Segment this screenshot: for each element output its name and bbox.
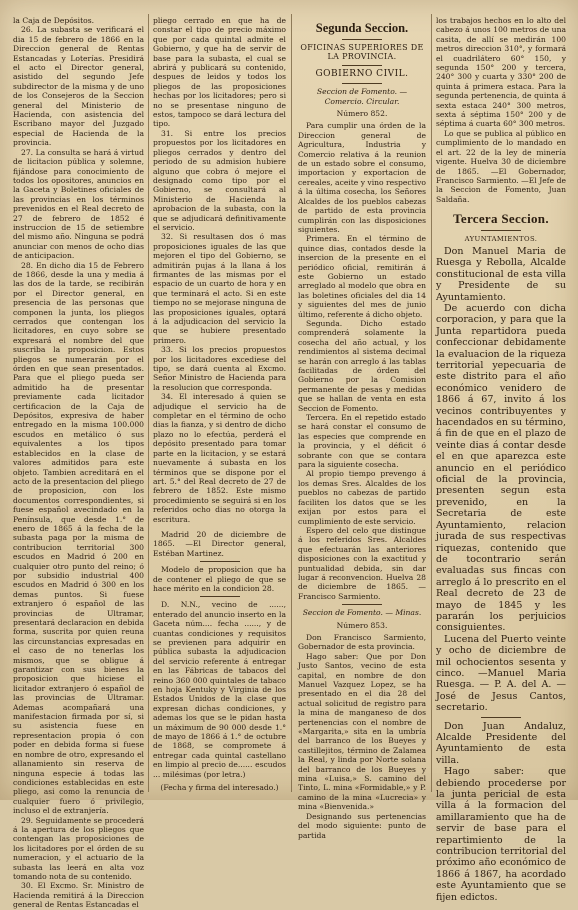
divider — [481, 230, 521, 231]
section-title: Segunda Seccion. — [315, 21, 409, 35]
paragraph: Lo que se publica al público en cumplimiento de lo mandado en el art. 22 de la ley de minería vigente. Huelva 30 de diciembre de 1865. —El Gobernador, Francisco Sarmiento. —El Jefe de la Seccion de Fomento, Juan Saldaña. — [436, 128, 566, 204]
column-4 — [436, 16, 566, 903]
numero: Número 852. — [336, 109, 388, 119]
paragraph: 29. Seguidamente se procederá á la apertura de los pliegos que contengan las proposiciones de los licitadores por el órden de su numeracion, y el actuario de la subasta las leerá en alta voz tomando nota de su contenido. — [13, 815, 144, 881]
numero: Número 853. — [336, 620, 388, 630]
divider — [200, 596, 240, 597]
column-divider — [431, 14, 432, 792]
divider — [342, 604, 382, 605]
paragraph: Modelo de proposicion que ha de contener el pliego de que se hace mérito en la condicion 28. — [153, 565, 286, 593]
paragraph: 31. Si entre los precios propuestos por los licitadores en pliegos cerrados y dentro del periodo de su admision hubiere alguno que cobra ó mejore el designado como tipo por el Gobierno, se consultará al Ministerio de Hacienda la aprobacion de la subasta, con la que se adjudicará definitivamente el servicio. — [153, 128, 286, 232]
paragraph: Designando sus pertenencias del modo siguiente: punto de partida — [298, 811, 426, 840]
column-1 — [13, 16, 144, 910]
paragraph: 32. Si resultasen dos ó mas proposiciones iguales de las que mejoren el tipo del Gobierno, se admitirán pujas á la llana á los firmantes de las mismas por el espacio de un cuarto de hora y en que terminará el acto. Si en este tiempo no se mejorase ninguna de las proposiciones iguales, optará á la adjudicacion del servicio la que se hubiere presentado primero. — [153, 232, 286, 345]
paragraph: 27. La consulta se hará á virtud de licitacion pública y solemne, fijándose para conocimiento de todos los opositores, anuncios en la Gaceta y Boletines oficiales de las provincias en los términos prevenidos en el Real decreto de 27 de febrero de 1852 é instruccion de 15 de setiembre del mismo año. Ninguna se podrá anunciar con menos de ocho dias de anticipacion. — [13, 147, 144, 261]
paragraph: Lucena del Puerto veinte y ocho de diciembre de mil ochocientos sesenta y cinco. —Manuel Maria Ruesga. — P. A. del A. —José de Jesus Cantos, secretario. — [436, 633, 566, 714]
column-divider — [148, 14, 149, 792]
paragraph: 28. En dicho dia 15 de Febrero de 1866, desde la una y media á las dos de la tarde, se recibirán por el Director general, en presencia de las personas que componen la junta, los pliegos cerrados que contengan los licitadores, en cuyo sobre se expresará el nombre del que suscriba la proposicion. Estos pliegos se numerarán por el órden en que sean presentados. Para que el pliego pueda ser admitido ha de presentar previamente cada licitador certificacion de la Caja de Depósitos, expresiva de haber entregado en la misma 100.000 escudos en metálico ó sus equivalentes a los tipos establecidos en la clase de valores admitidos para este objeto. Tambien acreditará en el acto de la presentacion del pliego de proposicion, con los documentos correspondientes, si fuese español avecindado en la Península, que desde 1.° de enero de 1865 á la fecha de la subasta paga por la misma de contribucion territorial 300 escudos en Madrid ó 200 en cualquier otro punto del reino; ó por subsidio industrial 400 escudos en Madrid ó 300 en los demas puntos. Si fuese extranjero ó español de las provincias de Ultramar, presentará declaracion en debida forma, suscrita por quien reuna las circunstancias expresadas en el caso de no tenerlas los mismos, que se obligue á garantizar con sus bienes la proposicion que hiciese el licitador extranjero ó español de las provincias de Ultramar. Ademas acompañará una manifestacion firmada por sí, si su asistencia fuese en representacion propia ó con poder en debida forma si fuese en nombre de otro, expresando el allanamiento sin reserva de ninguna especie á todas las condiciones establecidas en este pliego, asi como la renuncia de cualquier fuero ó privilegio, incluso el de extranjería. — [13, 260, 144, 816]
column-divider — [291, 14, 292, 792]
paragraph: Hago saber: Que por Don Justo Santos, vecino de esta capital, en nombre de don Manuel Vazquez Lopez, se ha presentado en el dia 28 del actual solicitud de registro para la mina de manganeso de dos pertenencias con el nombre de «Margarita,» sita en la umbría del barranco de los Bueyes y castillejitos, término de Zalamea la Real, y linda por Norte solana del barranco de los Bueyes y mina «Luisa,» S. camino del Tinto, L. mina «Formidable,» y P. camino de la mina «Lucrecia» y mina «Bienvenida.» — [298, 651, 426, 812]
section-title: Tercera Seccion. — [453, 211, 549, 227]
gobierno-heading: GOBIERNO CIVIL. — [315, 68, 409, 79]
signature-note: (Fecha y firma del interesado.) — [160, 783, 279, 793]
paragraph: pliego cerrado en que ha de constar el tipo de precio máximo que por cada quintal admite el Gobierno, y que ha de servir de base para la subasta, el cual se abrirá y publicará su contenido, despues de leidos y todos los pliegos de las proposiciones hechas por los licitadores; pero si no se presentase ninguno de estos, tampoco se dará lectura del tipo. — [153, 16, 286, 129]
paragraph: Primera. En el término de quince dias, contados desde la insercion de la presente en el periódico oficial, remitirán á este Gobierno un estado arreglado al modelo que obra en las boletines oficiales del dia 14 y siguientes del mes de junio último, referente á dicho objeto. — [298, 234, 426, 319]
paragraph: Al propio tiempo prevengo á los demas Sres. Alcaldes de los pueblos no cabezas de partido faciliten los datos que se les exijan por estos para el cumplimiento de este servicio. — [298, 469, 426, 526]
ayuntamientos-heading: AYUNTAMIENTOS. — [464, 234, 538, 243]
paragraph: Tercera. En el repetido estado se hará constar el consumo de las especies que comprende en la provincia, y el déficit ó sobrante con que se contara para la siguiente cosecha. — [298, 413, 426, 470]
divider — [481, 717, 521, 718]
seccion-heading: Seccion de Fomento. — Comercio. Circular. — [316, 87, 408, 106]
column-2 — [153, 16, 286, 793]
column-3 — [298, 16, 426, 840]
divider — [342, 39, 382, 40]
paragraph: los trabajos hechos en lo alto del cabezo á unos 100 metros de una casita, de allí se medirán 100 metros direccion 310°, y formará el cuadrilátero 60° 150, y segunda 150° 200 y tercera, 240° 300 y cuarta y 330° 200 de quinta á primera estaca. Para la segunda pertenencia, de quinta á sexta estaca 240° 300 metros, sexta á séptima 150° 200 y de séptima á cuarta 60° 300 metros. — [436, 16, 566, 129]
paragraph: Don Manuel Maria de Ruesga y Rebolla, Alcalde constitucional de esta villa y Presidente de su Ayuntamiento. — [436, 245, 566, 303]
paragraph: Don Juan Andaluz, Alcalde Presidente del Ayuntamiento de esta villa. — [436, 720, 566, 766]
paragraph: De acuerdo con dicha corporacion, y para que la Junta repartidora pueda confeccionar debidamente la evaluacion de la riqueza territorial yepecuaria de este distrito para el año económico venidero de 1866 á 67, invito á los vecinos contribuyentes y hacendados en su término, á fin de que en el plazo de veinte dias á contar desde el en que aparezca este anuncio en el periódico oficial de la provincia, presenten segun esta prevenido, en la Secretaria de este Ayuntamiento, relacion jurada de sus respectivas riquezas, contenido que de tocontrario serán evaluadas sus fincas con arreglo á lo prescrito en el Real decreto de 23 de mayo de 1845 y les pararán los perjuicios consiguientes. — [436, 302, 566, 634]
date-signature: Madrid 20 de diciembre de 1865. —El Director general, Estéban Martinez. — [153, 529, 286, 558]
paragraph: 34. El interesado á quien se adjudique el servicio ha de completar en el término de ocho dias la fianza, y si dentro de dicho plazo no lo efectúa, perderá el depósito presentado para tomar parte en la licitacion, y se estará nuevamente á subasta en los términos que se dispone por el art. 5.° del Real decreto de 27 de febrero de 1852. Este mismo procedimiento se seguirá si en los referidos ocho dias no otorga la escritura. — [153, 392, 286, 524]
paragraph: Don Francisco Sarmiento, Gobernador de esta provincia. — [298, 632, 426, 652]
divider — [342, 83, 382, 84]
divider — [342, 65, 382, 66]
divider — [200, 561, 240, 562]
paragraph: Para cumplir una órden de la Direccion general de Agricultura, Industria y Comercio relativa á la reunion de un estado sobre el consumo, importacion y exportacion de cereales, aceite y vino respectivo á la última cosecha, los Señores Alcaldes de los pueblos cabezas de partido de esta provincia cumplirán con las disposiciones siguientes. — [298, 121, 426, 234]
paragraph: 26. La subasta se verificará el dia 15 de febrero de 1866 en la Direccion general de Rentas Estancadas y Loterías. Presidirá el acto el Director general, asistido del segundo Jefe subdirector de la misma y de uno de los Consejeros de la Seccion general del Ministerio de Hacienda, con asistencia del Escribano mayor del Juzgado especial de Hacienda de la provincia. — [13, 25, 144, 148]
paragraph: 33. Si los precios propuestos por los licitadores excediese del tipo, se dará cuenta al Excmo. Señor Ministro de Hacienda para la resolucion que corresponda. — [153, 345, 286, 392]
paragraph: Hago saber: que debiendo procederse por la junta pericial de esta villa á la formacion del amillaramiento que ha de servir de base para el repartimiento de la contribucion territorial del próximo año económico de 1866 á 1867, ha acordado este Ayuntamiento que se fijen edictos. — [436, 766, 566, 903]
paragraph: 30. El Excmo. Sr. Ministro de Hacienda remitirá á la Direccion general de Rentas Estancadas el — [13, 881, 144, 910]
paragraph: Espero del celo que distingue á los referidos Sres. Alcaldes que efectuarán las anteriores disposiciones con la exactitud y puntualidad debida, sin dar lugar á reconvencion. Huelva 28 de diciembre de 1865. —Francisco Sarmiento. — [298, 525, 426, 601]
seccion-heading: Seccion de Fomento. — Minas. — [302, 608, 422, 618]
paragraph: D. N.N., vecino de ......, enterado del anuncio inserto en la Gaceta núm.... fecha ......, y de cuantas condiciones y requisitos se previenen para adquirir en pública subasta la adjudicacion del servicio referente á entregar en las Fábricas de tabacos del reino 360 000 quintales de tabaco en hoja Kentuky y Virginia de los Estados Unidos de la clase que expresan dichas condiciones, y ademas los que se le pidan hasta un máximum de 90 000 desde 1.° de mayo de 1866 á 1.° de octubre de 1868, se compromete á entregar cada quintal castellano en limpio al precio de...... escudos ... milésimas (por letra.) — [153, 600, 286, 779]
paragraph: Segunda. Dicho estado comprenderá solamente la cosecha del año actual, y los rendimientos al sistema decimal se harán con arreglo á las tablas facilitadas de órden del Gobierno por la Comision permanente de pesas y medidas que se hallan de venta en esta Seccion de Fomento. — [298, 318, 426, 413]
section-subtitle: OFICINAS SUPERIORES DE LA PROVINCIA. — [300, 43, 424, 62]
paragraph: la Caja de Depósitos. — [13, 16, 95, 25]
